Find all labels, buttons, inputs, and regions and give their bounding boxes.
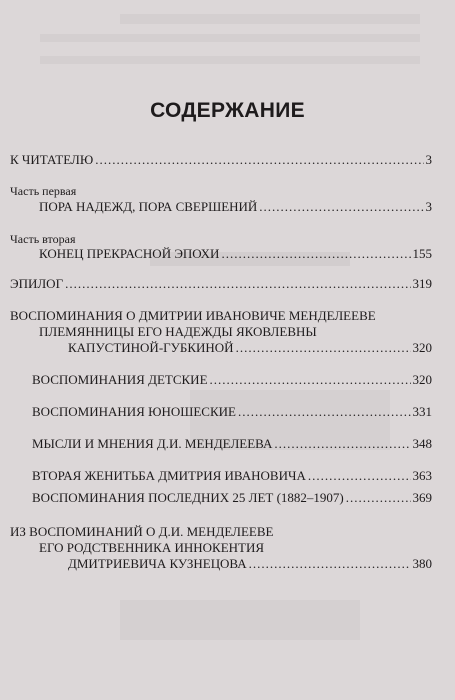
dot-leader: [274, 436, 410, 452]
toc-entry-page: 369: [412, 490, 432, 505]
dot-leader: [221, 246, 410, 262]
toc-entry[interactable]: [39, 199, 432, 215]
toc-entry-page: 3: [425, 152, 432, 167]
toc-entry-label: ВОСПОМИНАНИЯ ПОСЛЕДНИХ 25 ЛЕТ (1882–1907): [32, 490, 344, 505]
toc-entry[interactable]: [68, 556, 432, 572]
dot-leader: [95, 152, 423, 168]
toc-entry-page: 320: [412, 340, 432, 355]
toc-part-label: Часть вторая: [10, 232, 76, 246]
dot-leader: [346, 490, 411, 506]
toc-entry-label: ВТОРАЯ ЖЕНИТЬБА ДМИТРИЯ ИВАНОВИЧА: [32, 468, 306, 483]
toc-entry-label: ВОСПОМИНАНИЯ ЮНОШЕСКИЕ: [32, 404, 236, 419]
toc-entry-label: ПОРА НАДЕЖД, ПОРА СВЕРШЕНИЙ: [39, 199, 258, 214]
toc-entry-label: КОНЕЦ ПРЕКРАСНОЙ ЭПОХИ: [39, 246, 220, 261]
toc-entry[interactable]: [39, 246, 432, 262]
toc-entry-page: 363: [412, 468, 432, 483]
dot-leader: [249, 556, 411, 572]
toc-entry-label: МЫСЛИ И МНЕНИЯ Д.И. МЕНДЕЛЕЕВА: [32, 436, 273, 451]
toc-entry-line: ЕГО РОДСТВЕННИКА ИННОКЕНТИЯ: [39, 540, 265, 555]
toc-entry[interactable]: [68, 340, 432, 356]
toc-entry[interactable]: [32, 404, 432, 420]
toc-entry-page: 319: [412, 276, 432, 291]
dot-leader: [259, 199, 423, 215]
toc-entry-label: КАПУСТИНОЙ-ГУБКИНОЙ: [68, 340, 234, 355]
toc-entry-line: ВОСПОМИНАНИЯ О ДМИТРИИ ИВАНОВИЧЕ МЕНДЕЛЕЕВЕ: [10, 308, 376, 323]
toc-entry[interactable]: [32, 490, 432, 506]
toc-entry-line: ПЛЕМЯННИЦЫ ЕГО НАДЕЖДЫ ЯКОВЛЕВНЫ: [39, 324, 317, 339]
toc-entry[interactable]: [32, 372, 432, 388]
dot-leader: [238, 404, 411, 420]
toc-part-label: Часть первая: [10, 184, 77, 198]
toc-entry[interactable]: [32, 468, 432, 484]
dot-leader: [210, 372, 411, 388]
dot-leader: [236, 340, 411, 356]
toc-entry-line: ИЗ ВОСПОМИНАНИЙ О Д.И. МЕНДЕЛЕЕВЕ: [10, 524, 274, 539]
dot-leader: [308, 468, 411, 484]
toc-entry[interactable]: [10, 276, 432, 292]
dot-leader: [65, 276, 410, 292]
toc-entry-page: 155: [412, 246, 432, 261]
toc-entry-page: 331: [412, 404, 432, 419]
toc-entry[interactable]: [10, 152, 432, 168]
page-title: СОДЕРЖАНИЕ: [150, 99, 305, 122]
toc-entry-label: ДМИТРИЕВИЧА КУЗНЕЦОВА: [68, 556, 247, 571]
toc-entry[interactable]: [32, 436, 432, 452]
toc-entry-label: ВОСПОМИНАНИЯ ДЕТСКИЕ: [32, 372, 208, 387]
toc-entry-page: 380: [412, 556, 432, 571]
toc-entry-page: 320: [412, 372, 432, 387]
toc-entry-page: 3: [425, 199, 432, 214]
toc-entry-page: 348: [412, 436, 432, 451]
toc-entry-label: К ЧИТАТЕЛЮ: [10, 152, 94, 167]
toc-entry-label: ЭПИЛОГ: [10, 276, 64, 291]
